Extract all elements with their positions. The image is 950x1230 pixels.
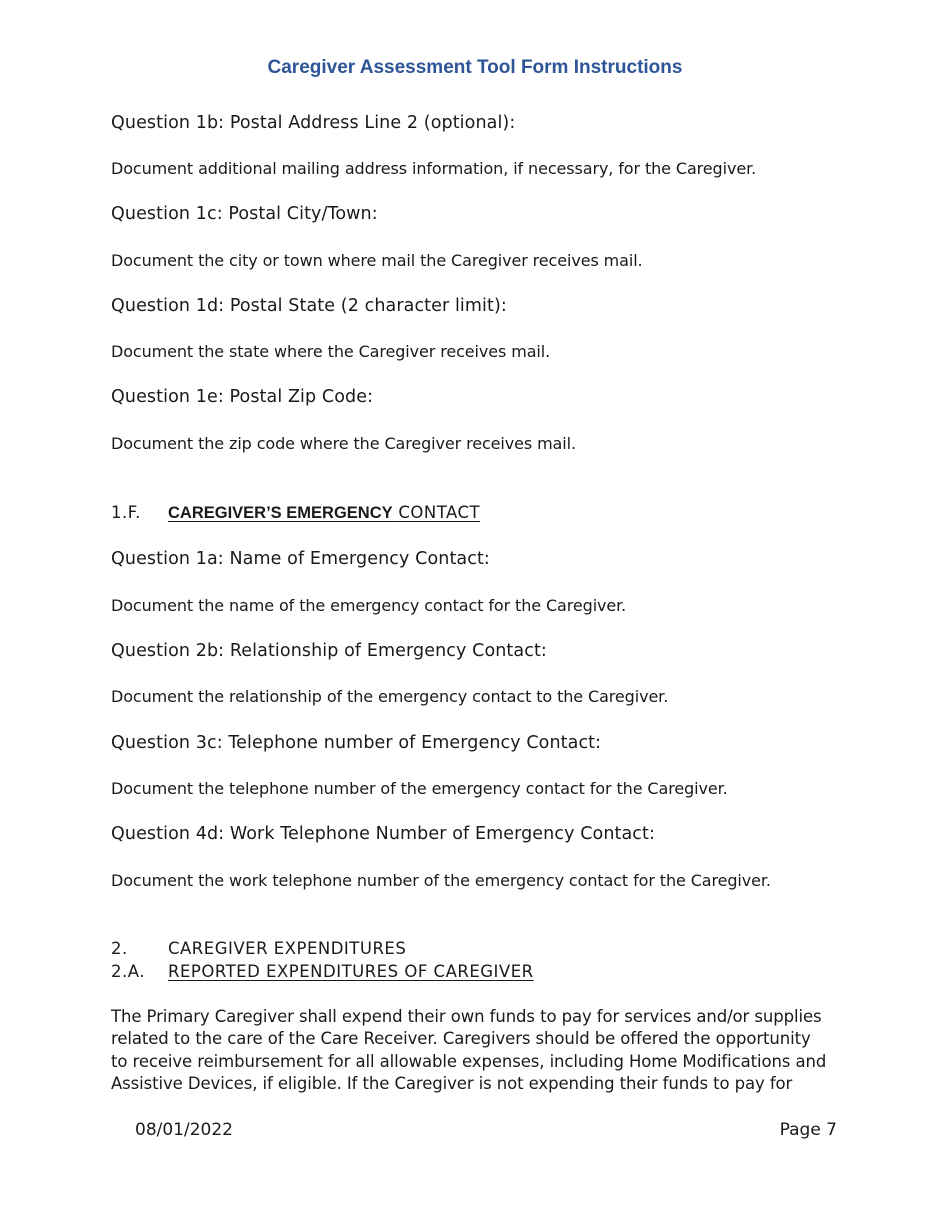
section-title: CAREGIVER EXPENDITURES [168, 939, 407, 958]
question-description: Document the state where the Caregiver receives mail. [111, 342, 551, 361]
section-number: 1.F. [111, 503, 141, 522]
paragraph-line: Assistive Devices, if eligible. If the Caregiver is not expending their funds to pay for [111, 1073, 793, 1093]
question-heading: Question 4d: Work Telephone Number of Emergency Contact: [111, 824, 655, 844]
footer-page-number: Page 7 [779, 1120, 837, 1140]
section-heading-2 [111, 939, 406, 958]
section-number: 2. [111, 939, 128, 958]
section-title-rest: CONTACT [392, 503, 481, 522]
paragraph-line: related to the care of the Care Receiver. Caregivers should be offered the opportunity [111, 1029, 811, 1049]
question-description: Document additional mailing address information, if necessary, for the Caregiver. [111, 159, 757, 178]
section-title-bold: CAREGIVER’S EMERGENCY [168, 504, 393, 522]
question-description: Document the name of the emergency contact for the Caregiver. [111, 596, 627, 615]
question-description: Document the zip code where the Caregiver receives mail. [111, 434, 576, 453]
question-heading: Question 1b: Postal Address Line 2 (optional): [111, 113, 516, 133]
page-title: Caregiver Assessment Tool Form Instructions [267, 57, 683, 78]
question-heading: Question 3c: Telephone number of Emergency Contact: [111, 733, 602, 753]
section-number: 2.A. [111, 962, 145, 981]
paragraph-line: to receive reimbursement for all allowable expenses, including Home Modifications and [111, 1051, 827, 1071]
question-heading: Question 1d: Postal State (2 character limit): [111, 296, 507, 316]
question-heading: Question 1a: Name of Emergency Contact: [111, 549, 490, 569]
footer-date: 08/01/2022 [135, 1120, 233, 1140]
body-paragraph [111, 1006, 836, 1095]
question-heading: Question 1e: Postal Zip Code: [111, 387, 374, 407]
question-heading: Question 1c: Postal City/Town: [111, 204, 378, 224]
section-heading-2a [111, 962, 534, 981]
question-description: Document the telephone number of the emergency contact for the Caregiver. [111, 779, 728, 798]
question-description: Document the relationship of the emergency contact to the Caregiver. [111, 687, 669, 706]
paragraph-line: The Primary Caregiver shall expend their own funds to pay for services and/or supplies [111, 1007, 822, 1026]
question-heading: Question 2b: Relationship of Emergency Contact: [111, 641, 547, 661]
question-description: Document the work telephone number of the emergency contact for the Caregiver. [111, 871, 771, 890]
section-title: REPORTED EXPENDITURES OF CAREGIVER [168, 962, 534, 981]
section-heading-1f [111, 503, 480, 523]
question-description: Document the city or town where mail the Caregiver receives mail. [111, 251, 643, 270]
